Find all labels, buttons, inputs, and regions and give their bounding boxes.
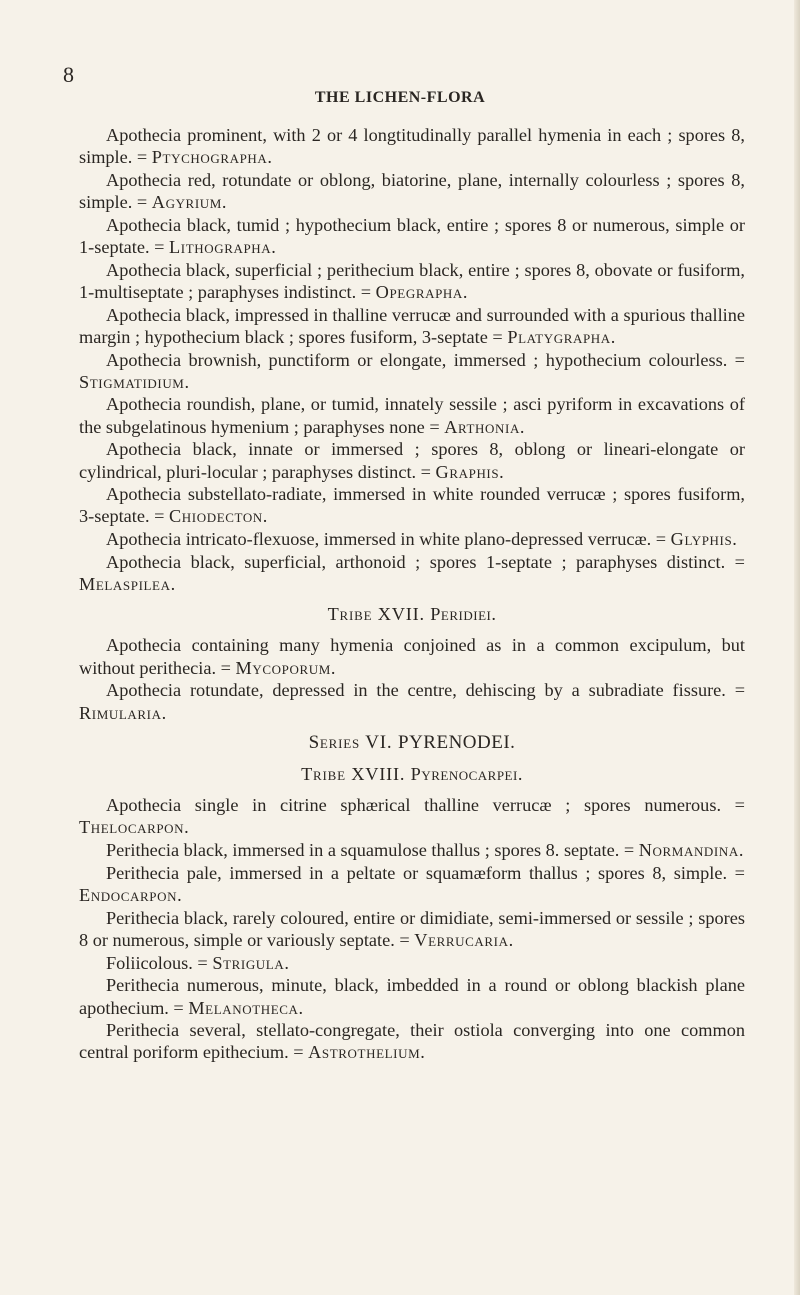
entry-platygrapha bbox=[79, 304, 745, 348]
entry-melanotheca bbox=[79, 974, 745, 1018]
entry-normandina bbox=[79, 839, 745, 861]
entry-opegrapha bbox=[79, 259, 745, 303]
genus-name: Rimularia. bbox=[79, 702, 167, 723]
entry-text: Apothecia containing many hymenia conjoined as in a common excipulum, but without perithecia. = bbox=[79, 635, 745, 678]
entry-arthonia bbox=[79, 393, 745, 437]
entry-strigula bbox=[79, 952, 745, 974]
entry-endocarpon bbox=[79, 862, 745, 906]
entry-agyrium bbox=[79, 169, 745, 213]
genus-name: Strigula. bbox=[212, 952, 290, 973]
genus-name: Ptychographa. bbox=[151, 147, 273, 168]
entry-text: Apothecia rotundate, depressed in the centre, dehiscing by a subradiate fissure. = bbox=[106, 680, 745, 701]
entry-text: Perithecia black, rarely coloured, entire or dimidiate, semi-immersed or sessile ; spores 8 or numerous, simple or variously septate. = bbox=[79, 907, 745, 950]
entry-lithographa bbox=[79, 214, 745, 258]
tribe-name: Peridiei. bbox=[430, 604, 497, 625]
tribe-heading bbox=[79, 603, 745, 625]
tribe-label: Tribe XVII. bbox=[327, 604, 425, 625]
entry-text: Perithecia pale, immersed in a peltate or squamæform thallus ; spores 8, simple. = bbox=[106, 862, 745, 883]
genus-name: Platygrapha. bbox=[507, 326, 616, 347]
entry-text: Apothecia substellato-radiate, immersed in white rounded verrucæ ; spores fusiform, 3-septate. = bbox=[79, 484, 745, 527]
entry-text: Apothecia black, innate or immersed ; spores 8, oblong or lineari-elongate or cylindrical, pluri-locular ; paraphyses distinct. = bbox=[79, 439, 745, 482]
genus-name: Graphis. bbox=[435, 461, 505, 482]
genus-name: Mycoporum. bbox=[235, 657, 337, 678]
entry-text: Apothecia roundish, plane, or tumid, innately sessile ; asci pyriform in excavations of the subgelatinous hymenium ; paraphyses none = bbox=[79, 394, 745, 437]
entry-astrothelium bbox=[79, 1019, 745, 1063]
entry-text: Apothecia single in citrine sphærical thalline verrucæ ; spores numerous. = bbox=[106, 795, 745, 816]
entry-text: Apothecia intricato-flexuose, immersed in white plano-depressed verrucæ. = bbox=[106, 529, 667, 550]
tribe-name: Pyrenocarpei. bbox=[410, 763, 523, 784]
genus-name: Thelocarpon. bbox=[79, 817, 190, 838]
entry-melaspilea bbox=[79, 551, 745, 595]
genus-name: Lithographa. bbox=[169, 237, 277, 258]
entry-text: Apothecia black, impressed in thalline verrucæ and surrounded with a spurious thalline margin ; hypothecium black ; spores fusiform, 3-septate = bbox=[79, 304, 745, 347]
entry-text: Apothecia black, superficial, arthonoid ; spores 1-septate ; paraphyses distinct. = bbox=[106, 551, 745, 572]
genus-name: Glyphis. bbox=[670, 529, 738, 550]
running-title: THE LICHEN-FLORA bbox=[314, 89, 486, 106]
entry-rimularia bbox=[79, 679, 745, 723]
entry-text: Foliicolous. = bbox=[106, 952, 208, 973]
entry-glyphis bbox=[79, 528, 745, 550]
text-body bbox=[79, 124, 745, 1064]
entry-ptychographa bbox=[79, 124, 745, 168]
tribe-label: Tribe XVIII. bbox=[301, 763, 406, 784]
genus-name: Melanotheca. bbox=[188, 997, 304, 1018]
entry-mycoporum bbox=[79, 634, 745, 678]
entry-text: Apothecia red, rotundate or oblong, biatorine, plane, internally colourless ; spores 8, simple. = bbox=[79, 169, 745, 213]
series-heading bbox=[79, 732, 745, 754]
genus-name: Opegrapha. bbox=[375, 281, 469, 302]
genus-name: Melaspilea. bbox=[79, 574, 176, 595]
entry-text: Apothecia black, superficial ; perithecium black, entire ; spores 8, obovate or fusiform, 1-multiseptate ; paraphyses indistinct. = bbox=[79, 259, 745, 302]
entry-verrucaria bbox=[79, 907, 745, 951]
entry-text: Apothecia brownish, punctiform or elongate, immersed ; hypothecium colourless. = bbox=[106, 349, 745, 370]
entry-graphis bbox=[79, 438, 745, 482]
genus-name: Stigmatidium. bbox=[79, 371, 190, 392]
genus-name: Chiodecton. bbox=[169, 506, 268, 527]
genus-name: Normandina. bbox=[638, 840, 744, 861]
page-number: 8 bbox=[63, 62, 74, 87]
page-header bbox=[0, 58, 800, 106]
tribe-heading bbox=[79, 763, 745, 785]
genus-name: Verrucaria. bbox=[414, 929, 514, 950]
series-name: PYRENODEI. bbox=[398, 731, 516, 753]
entry-text: Perithecia black, immersed in a squamulose thallus ; spores 8. septate. = bbox=[106, 840, 635, 861]
genus-name: Agyrium. bbox=[151, 192, 228, 213]
genus-name: Endocarpon. bbox=[79, 885, 183, 905]
page-edge bbox=[794, 0, 800, 1295]
entry-text: Perithecia numerous, minute, black, imbedded in a round or oblong blackish plane apothecium. = bbox=[79, 975, 745, 1018]
genus-name: Astrothelium. bbox=[308, 1042, 426, 1063]
entry-stigmatidium bbox=[79, 349, 745, 393]
genus-name: Arthonia. bbox=[444, 416, 526, 437]
entry-text: Perithecia several, stellato-congregate, their ostiola converging into one common central poriform epithecium. = bbox=[79, 1020, 745, 1063]
entry-chiodecton bbox=[79, 483, 745, 527]
entry-text: Apothecia prominent, with 2 or 4 longtitudinally parallel hymenia in each ; spores 8, simple. = bbox=[79, 125, 745, 168]
entry-thelocarpon bbox=[79, 794, 745, 838]
entry-text: Apothecia black, tumid ; hypothecium black, entire ; spores 8 or numerous, simple or 1-septate. = bbox=[79, 214, 745, 258]
series-label: Series VI. bbox=[308, 731, 393, 753]
